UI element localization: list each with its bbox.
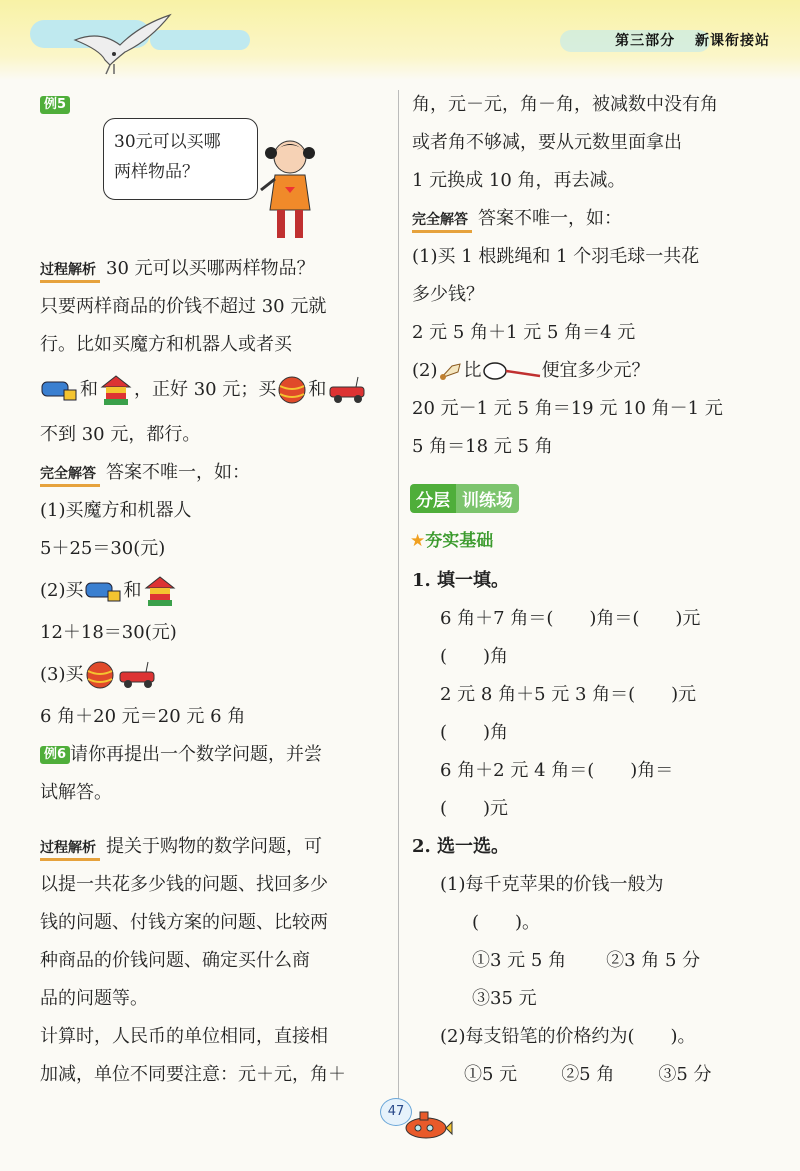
question-text: (2) <box>412 360 438 381</box>
ball-icon <box>276 374 308 406</box>
header-title <box>601 30 770 50</box>
option: ①5 元 <box>464 1064 518 1085</box>
option: ①3 元 5 角 <box>472 950 567 971</box>
cont-text: 1 元换成 10 角，再去减。 <box>412 170 626 191</box>
answer-line: (3)买 <box>40 664 84 685</box>
option: ③35 元 <box>472 988 537 1009</box>
analysis2-text: 品的问题等。 <box>40 988 148 1009</box>
calc-text: 20 元－1 元 5 角＝19 元 10 角－1 元 <box>412 398 723 419</box>
subsection-label: 夯实基础 <box>425 531 494 551</box>
submarine-icon <box>404 1108 454 1140</box>
cont-text: 或者角不够减，要从元数里面拿出 <box>412 132 682 153</box>
calc-text: 计算时，人民币的单位相同，直接相 <box>40 1026 328 1047</box>
and-text: 和 <box>80 379 98 400</box>
analysis2-text: 种商品的价钱问题、确定买什么商 <box>40 950 310 971</box>
option: ②3 角 5 分 <box>606 950 701 971</box>
answer-line: (1)买魔方和机器人 <box>40 500 192 521</box>
and-text: 和 <box>123 580 142 601</box>
calc-text: 2 元 5 角＋1 元 5 角＝4 元 <box>412 322 636 343</box>
question-text: 便宜多少元？ <box>541 360 650 381</box>
answer-calc: 5＋25＝30(元) <box>40 538 166 559</box>
magic-cube-toy-icon <box>84 577 124 605</box>
and-text: 和 <box>308 379 327 400</box>
example6-text: 试解答。 <box>40 782 112 803</box>
example5-tag-row <box>40 86 70 124</box>
shuttlecock-icon <box>438 360 464 382</box>
analysis-block <box>40 250 390 454</box>
section-title <box>410 484 519 513</box>
analysis2-tag: 过程解析 <box>40 838 100 861</box>
answer-calc: 12＋18＝30(元) <box>40 622 177 643</box>
exercise-line: (1)每千克苹果的价钱一般为 <box>440 874 664 895</box>
exercise-line: ( )。 <box>472 912 541 933</box>
robot-toy-icon <box>98 373 134 407</box>
exercise-title: 2. 选一选。 <box>412 836 510 857</box>
bubble-line: 两样物品？ <box>114 162 199 182</box>
toy-car-icon <box>326 375 370 405</box>
analysis-text: 只要两样商品的价钱不超过 30 元就 <box>40 296 327 317</box>
column-divider <box>398 90 399 1100</box>
calc-text: 加减，单位不同要注意：元＋元，角＋ <box>40 1064 346 1085</box>
analysis-text: 行。比如买魔方和机器人或者买 <box>40 334 292 355</box>
option: ②5 角 <box>561 1064 615 1085</box>
section-title-b: 训练场 <box>456 484 519 513</box>
subsection-title <box>410 526 493 551</box>
exercise-line: ( )角 <box>440 646 509 667</box>
exercise-line: 2 元 8 角＋5 元 3 角＝( )元 <box>440 684 697 705</box>
answer-tag: 完全解答 <box>412 210 472 233</box>
answer-block <box>40 454 390 812</box>
analysis-text: 30 元可以买哪两样物品？ <box>106 258 315 279</box>
exercise-title: 1. 填一填。 <box>412 570 510 591</box>
answer-line: (2)买 <box>40 580 84 601</box>
header-part: 第三部分 <box>615 33 676 49</box>
answer-tag: 完全解答 <box>40 464 100 487</box>
exercise-line: ( )角 <box>440 722 509 743</box>
exercise-line: (2)每支铅笔的价格约为( )。 <box>440 1026 696 1047</box>
question-text: 多少钱？ <box>412 284 484 305</box>
speech-bubble <box>103 118 258 200</box>
girl-illustration <box>255 135 325 245</box>
right-top-block <box>412 86 772 466</box>
compare-text: 比 <box>463 360 482 381</box>
calc-text: 5 角＝18 元 5 角 <box>412 436 553 457</box>
analysis2-text: 钱的问题、付钱方案的问题、比较两 <box>40 912 328 933</box>
robot-toy-icon <box>142 574 178 608</box>
page-number: 47 <box>380 1098 412 1126</box>
header-section: 新课衔接站 <box>695 33 770 49</box>
toy-car-icon <box>116 660 160 690</box>
exercise-block <box>412 562 782 1094</box>
answer-calc: 6 角＋20 元＝20 元 6 角 <box>40 706 246 727</box>
example6-tag: 例6 <box>40 746 70 764</box>
badminton-racket-icon <box>482 360 542 382</box>
analysis2-text: 提关于购物的数学问题，可 <box>106 836 322 857</box>
option: ③5 分 <box>658 1064 712 1085</box>
star-icon: ★ <box>410 531 426 551</box>
analysis-text: ，正好 30 元；买 <box>134 379 277 400</box>
answer-intro: 答案不唯一，如： <box>106 462 250 483</box>
example6-text: 请你再提出一个数学问题，并尝 <box>70 744 323 765</box>
bubble-line: 30元可以买哪 <box>114 132 221 152</box>
exercise-line: ( )元 <box>440 798 509 819</box>
analysis-text: 不到 30 元，都行。 <box>40 424 201 445</box>
ball-icon <box>84 659 116 691</box>
question-text: (1)买 1 根跳绳和 1 个羽毛球一共花 <box>412 246 700 267</box>
answer-intro: 答案不唯一，如： <box>478 208 622 229</box>
analysis2-text: 以提一共花多少钱的问题、找回多少 <box>40 874 328 895</box>
exercise-line: 6 角＋7 角＝( )角＝( )元 <box>440 608 701 629</box>
analysis-tag: 过程解析 <box>40 260 100 283</box>
exercise-line: 6 角＋2 元 4 角＝( )角＝ <box>440 760 674 781</box>
magic-cube-toy-icon <box>40 376 80 404</box>
example5-tag: 例5 <box>40 96 70 114</box>
analysis2-block <box>40 828 390 1094</box>
seagull-icon <box>70 10 180 80</box>
page-header <box>0 0 800 80</box>
cont-text: 角，元－元，角－角，被减数中没有角 <box>412 94 718 115</box>
section-title-a: 分层 <box>410 484 456 513</box>
